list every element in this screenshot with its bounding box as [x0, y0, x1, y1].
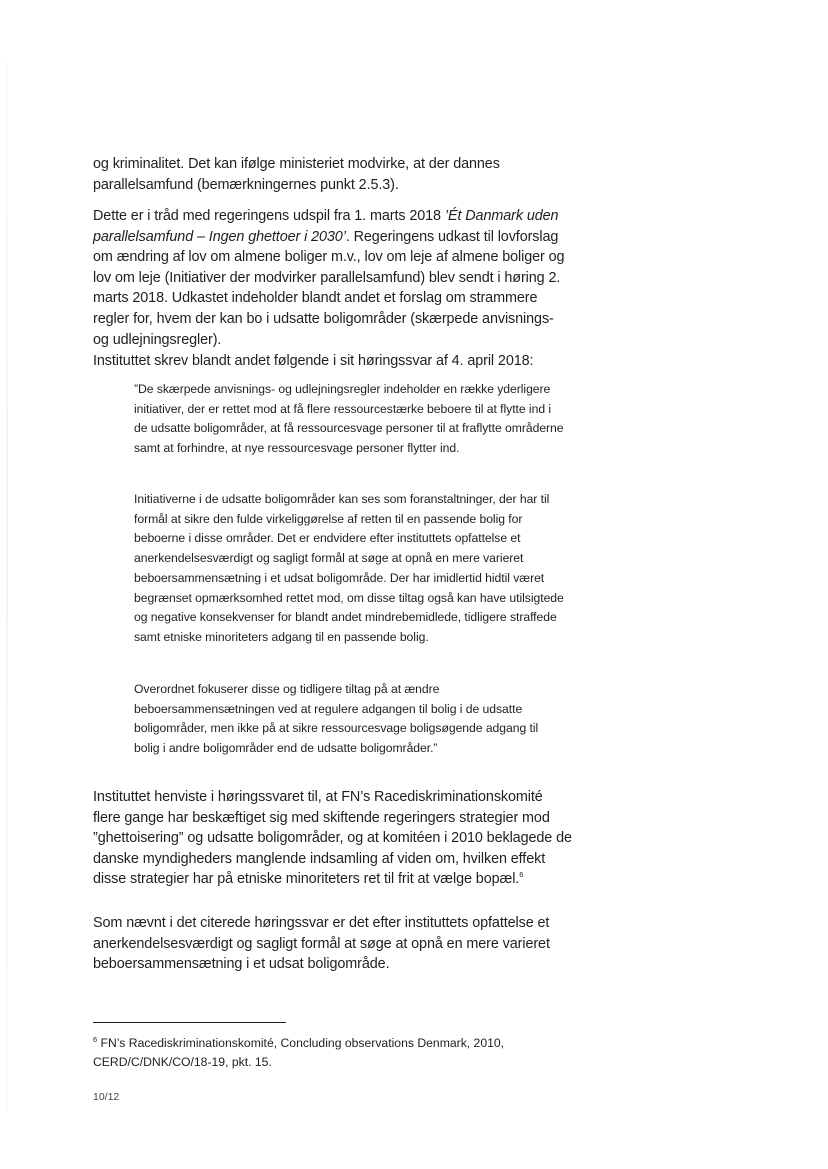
paragraph-1 [93, 154, 573, 195]
footnote-mark: 6 [93, 1034, 98, 1044]
quote-text: Initiativerne i de udsatte boligområder kan ses som foranstaltninger, der har til formål at sikre den fulde virkeliggørelse af retten til en passende bolig for beboerne i disse områder. Det er endvidere efter instituttets opfattelse et anerkendelsesværdigt og sagligt formål at søge at opnå en mere varieret beboersammensætning i et udsat boligområde. Der har imidlertid hidtil været begrænset opmærksomhed rettet mod, om disse tiltag også kan have utilsigtede og negative konsekvenser for blandt andet mindrebemidlede, tidligere straffede samt etniske minoriteters adgang til en passende bolig. [134, 492, 564, 644]
footnote-divider [93, 1022, 286, 1023]
paragraph-4 [93, 787, 573, 890]
footnote [93, 1034, 563, 1071]
quote-text: Overordnet fokuserer disse og tidligere tiltag på at ændre beboersammensætningen ved at regulere adgangen til bolig i de udsatte boligområder, men ikke på at sikre ressourcesvage boligsøgende adgang til bolig i andre boligområder end de udsatte boligområder.” [134, 682, 539, 756]
footnote-ref[interactable]: 6 [519, 870, 524, 880]
paragraph-text: Instituttet henviste i høringssvaret til, at FN’s Racediskriminationskomité flere gange har beskæftiget sig med skiftende regeringers strategier mod ”ghettoisering” og udsatte boligområder, og at komitéen i 2010 beklagede de danske myndigheders manglende indsamling af viden om, hvilken effekt disse strategier har på etniske minoriteters ret til frit at vælge bopæl. [93, 789, 572, 888]
publication-title: ’Ét Danmark uden parallelsamfund – Ingen ghettoer i 2030’ [93, 208, 559, 245]
paragraph-3 [93, 351, 573, 372]
paragraph-text: og kriminalitet. Det kan ifølge ministeriet modvirke, at der dannes parallelsamfund (bemærkningernes punkt 2.5.3). [93, 156, 500, 193]
paragraph-text: Dette er i tråd med regeringens udspil fra 1. marts 2018 [93, 208, 445, 224]
paragraph-text: . Regeringens udkast til lovforslag om ændring af lov om almene boliger m.v., lov om leje af almene boliger og lov om leje (Initiativer der modvirker parallelsamfund) blev sendt i høring 2. marts 2018. Udkastet indeholder blandt andet et forslag om strammere regler for, hvem der kan bo i udsatte boligområder (skærpede anvisnings- og udlejningsregler). [93, 228, 565, 348]
quote-text: ”De skærpede anvisnings- og udlejningsregler indeholder en række yderligere initiativer, der er rettet mod at få flere ressourcestærke beboere til at flytte ind i de udsatte boligområder, at få ressourcesvage personer til at fraflytte områderne samt at forhindre, at nye ressourcesvage personer flytter ind. [134, 382, 564, 456]
paragraph-5 [93, 913, 573, 975]
page-number: 10/12 [93, 1091, 120, 1103]
scan-edge [6, 60, 8, 1110]
paragraph-2 [93, 206, 573, 350]
block-quote-1 [134, 380, 566, 459]
block-quote-3 [134, 680, 566, 759]
paragraph-text: Som nævnt i det citerede høringssvar er det efter instituttets opfattelse et anerkendelsesværdigt og sagligt formål at søge at opnå en mere varieret beboersammensætning i et udsat boligområde. [93, 915, 550, 973]
paragraph-text: Instituttet skrev blandt andet følgende i sit høringssvar af 4. april 2018: [93, 353, 534, 369]
block-quote-2 [134, 490, 566, 648]
footnote-text: FN’s Racediskriminationskomité, Concluding observations Denmark, 2010, CERD/C/DNK/CO/18-19, pkt. 15. [93, 1036, 505, 1069]
